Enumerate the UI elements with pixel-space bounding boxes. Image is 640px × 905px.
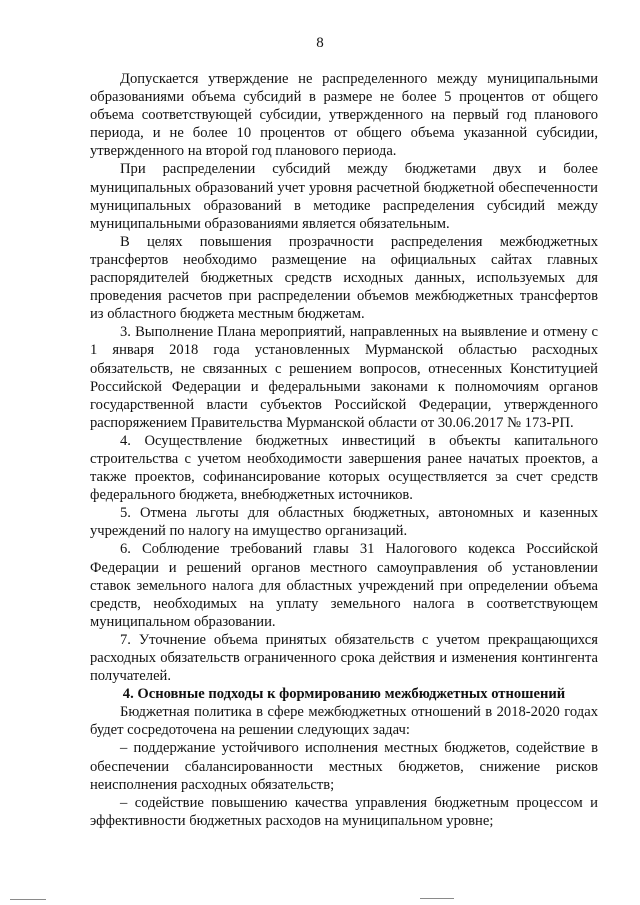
page-number: 8 [316, 35, 324, 51]
paragraph-subsidy-distribution: При распределении субсидий между бюджетами двух и более муниципальных образований учет уровня расчетной бюджетной обеспеченности муниципальных образований в методике распределения субсидий между муниципальными образованиями является обязательным. [90, 161, 598, 232]
paragraph-item-3: 3. Выполнение Плана мероприятий, направленных на выявление и отмену с 1 января 2018 года установленных Мурманской областью расходных обязательств, не связанных с решением вопросов, отнесенных Конституцией Российской Федерации и федеральными законами к полномочиям органов государственной власти субъектов Российской Федерации, утвержденного распоряжением Правительства Мурманской области от 30.06.2017 № 173-РП. [90, 324, 598, 431]
paragraph-unallocated-subsidies: Допускается утверждение не распределенного между муниципальными образованиями объема субсидий в размере не более 5 процентов от общего объема соответствующей субсидии, утвержденного на первый год планового периода, и не более 10 процентов от общего объема указанной субсидии, утвержденного на второй год планового периода. [90, 71, 598, 160]
paragraph-section-intro: Бюджетная политика в сфере межбюджетных отношений в 2018-2020 годах будет сосредоточена на решении следующих задач: [90, 704, 598, 739]
paragraph-item-5: 5. Отмена льготы для областных бюджетных, автономных и казенных учреждений по налогу на имущество организаций. [90, 505, 598, 540]
paragraph-item-7: 7. Уточнение объема принятых обязательств с учетом прекращающихся расходных обязательств ограниченного срока действия и изменения контингента получателей. [90, 631, 598, 685]
paragraph-task-1: – поддержание устойчивого исполнения местных бюджетов, содействие в обеспечении сбалансированности местных бюджетов, снижение рисков неисполнения расходных обязательств; [90, 740, 598, 793]
paragraph-item-6: 6. Соблюдение требований главы 31 Налогового кодекса Российской Федерации и решений органов местного самоуправления об установлении ставок земельного налога для областных учреждений при определении объема средств, необходимых на уплату земельного налога в соответствующем муниципальном образовании. [90, 541, 598, 630]
scan-mark-left [10, 899, 46, 900]
paragraph-transparency: В целях повышения прозрачности распределения межбюджетных трансфертов необходимо размещение на официальных сайтах главных распорядителей бюджетных средств исходных данных, используемых для проведения расчетов при распределении объемов межбюджетных трансфертов из областного бюджета местным бюджетам. [90, 233, 598, 323]
paragraph-task-2: – содействие повышению качества управления бюджетным процессом и эффективности бюджетных расходов на муниципальном уровне; [90, 794, 598, 829]
paragraph-item-4: 4. Осуществление бюджетных инвестиций в объекты капитального строительства с учетом необходимости завершения ранее начатых проектов, а также проектов, софинансирование которых осуществляется за счет средств федерального бюджета, внебюджетных источников. [90, 432, 598, 504]
section-heading: 4. Основные подходы к формированию межбюджетных отношений [122, 686, 566, 703]
scan-mark-right [420, 898, 454, 899]
document-body [90, 70, 598, 830]
